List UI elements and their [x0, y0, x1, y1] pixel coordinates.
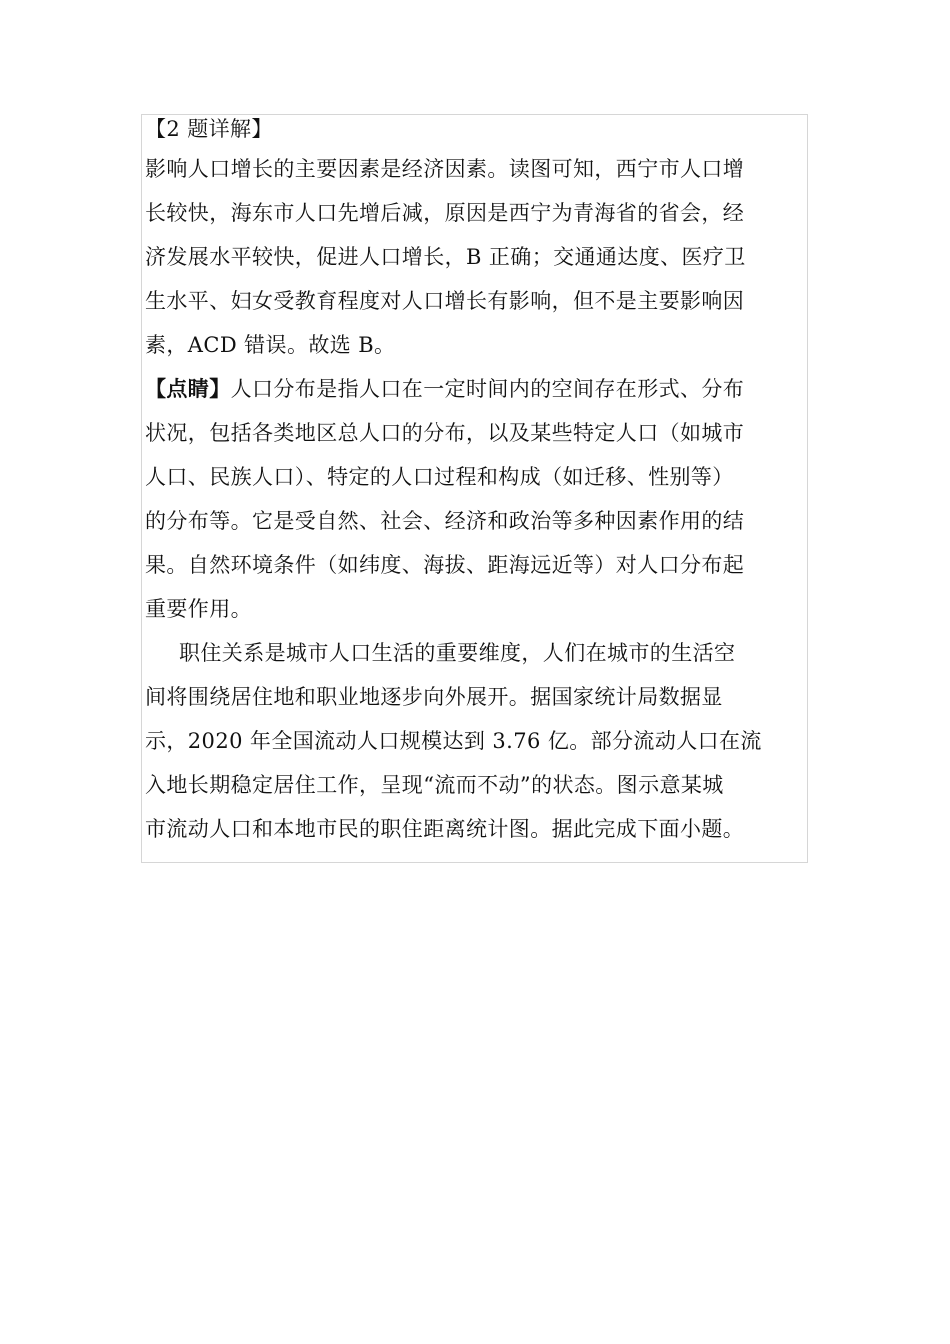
answer-line-5: 素，ACD 错误。故选 B。 [145, 333, 396, 357]
question-line-2: 间将围绕居住地和职业地逐步向外展开。据国家统计局数据显 [145, 685, 723, 709]
answer-heading: 【2 题详解】 [145, 117, 273, 141]
question-line-4: 入地长期稳定居住工作，呈现“流而不动”的状态。图示意某城 [145, 773, 724, 797]
tip-line-3: 人口、民族人口）、特定的人口过程和构成（如迁移、性别等） [145, 465, 734, 489]
document-text-box [141, 114, 808, 863]
answer-line-3: 济发展水平较快，促进人口增长，B 正确；交通通达度、医疗卫 [145, 245, 746, 269]
tip-first-line [145, 367, 807, 411]
tip-label: 【点睛】 [145, 376, 231, 401]
question-line-3: 示，2020 年全国流动人口规模达到 3.76 亿。部分流动人口在流 [145, 729, 762, 753]
question-first-line: 职住关系是城市人口生活的重要维度，人们在城市的生活空 [179, 641, 736, 665]
answer-line-2: 长较快，海东市人口先增后减，原因是西宁为青海省的省会，经 [145, 201, 745, 225]
tip-line-4: 的分布等。它是受自然、社会、经济和政治等多种因素作用的结 [145, 509, 745, 533]
answer-line-1: 影响人口增长的主要因素是经济因素。读图可知，西宁市人口增 [145, 157, 745, 181]
tip-line-2: 状况，包括各类地区总人口的分布，以及某些特定人口（如城市 [145, 421, 745, 445]
tip-line-5: 果。自然环境条件（如纬度、海拔、距海远近等）对人口分布起 [145, 553, 745, 577]
tip-line-6: 重要作用。 [145, 597, 252, 621]
answer-line-4: 生水平、妇女受教育程度对人口增长有影响，但不是主要影响因 [145, 289, 745, 313]
question-line-5: 市流动人口和本地市民的职住距离统计图。据此完成下面小题。 [145, 817, 745, 841]
tip-first-text: 人口分布是指人口在一定时间内的空间存在形式、分布 [230, 377, 745, 401]
